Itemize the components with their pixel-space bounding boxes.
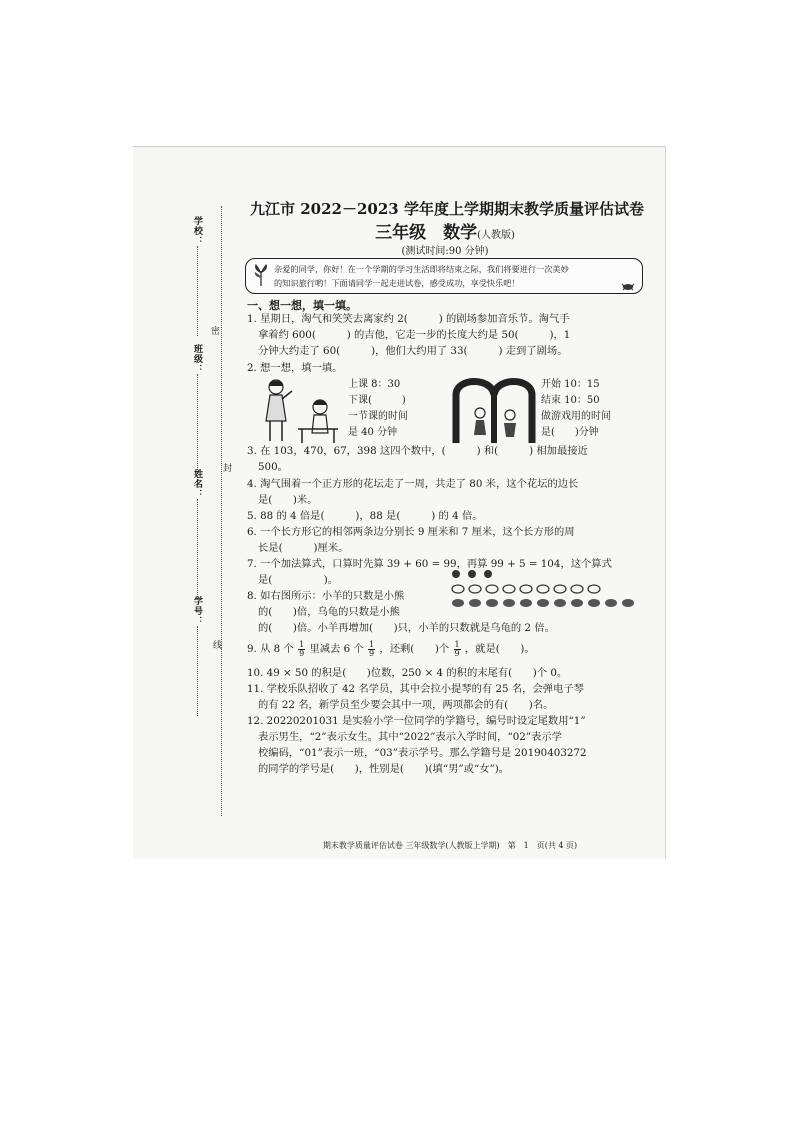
q4-line-1: 4. 淘气围着一个正方形的花坛走了一周，共走了 80 米，这个花坛的边长	[247, 478, 579, 490]
q12-line-1: 12. 20220201031 是实验小学一位同学的学籍号，编号时设定尾数用“1”	[247, 715, 586, 727]
classroom-illustration	[258, 377, 342, 445]
q6-line-2: 长是( )厘米。	[258, 542, 349, 554]
question-8	[247, 588, 555, 636]
section-title: 一、想一想，填一填。	[247, 299, 357, 312]
q7-line-2: 是( )。	[258, 574, 339, 586]
class-duration-value: 是 40 分钟	[348, 427, 398, 438]
class-start: 上课 8：30	[348, 379, 401, 390]
test-time: (测试时间:90 分钟)	[401, 246, 489, 257]
question-1	[247, 311, 570, 359]
q4-line-2: 是( )米。	[258, 494, 318, 506]
seal-xian: 线	[213, 641, 223, 651]
page-footer: 期末教学质量评估试卷 三年级数学(人教版上学期) 第 1 页(共 4 页)	[322, 841, 578, 850]
question-12	[247, 713, 587, 777]
question-5	[247, 508, 483, 524]
question-4	[247, 476, 578, 508]
page-subtitle	[350, 218, 540, 243]
q8-line-1: 8. 如右图所示：小羊的只数是小熊	[247, 590, 405, 602]
class-end: 下课( )	[348, 395, 406, 406]
school-fill-line	[197, 246, 198, 336]
binding-margin	[133, 146, 233, 858]
q9-text-4: ，就是( )。	[464, 643, 535, 655]
question-10	[247, 665, 567, 681]
seal-line	[221, 206, 222, 816]
question-2	[247, 360, 342, 376]
notice-line-1: 亲爱的同学，你好！在一个学期的学习生活即将结束之际，我们将要进行一次美妙	[274, 264, 569, 274]
q7-line-1: 7. 一个加法算式，口算时先算 39 + 60 = 99，再算 99 + 5 = 104，这个算式	[247, 558, 612, 570]
schedule-class	[348, 377, 408, 441]
q3-line-1: 3. 在 103，470，67，398 这四个数中，( ) 和( ) 相加最接近	[247, 445, 588, 457]
schedule-game	[541, 377, 611, 441]
name-fill-line	[197, 499, 198, 599]
game-end: 结束 10：50	[541, 395, 600, 406]
q5-line-1: 5. 88 的 4 倍是( )，88 是( ) 的 4 倍。	[247, 510, 483, 522]
q9-text-3: ，还剩( )个	[379, 643, 450, 655]
class-label: 班级：	[192, 344, 202, 374]
seal-feng: 封	[223, 464, 233, 474]
question-6	[247, 524, 575, 556]
q12-line-3: 校编码，“01”表示一班，“03”表示学号。那么学籍号是 20190403272	[258, 747, 587, 759]
question-9	[247, 638, 535, 660]
class-fill-line	[197, 374, 198, 484]
q11-line-2: 的有 22 名，新学员至少要会其中一项，两项都会的有( )名。	[258, 699, 554, 711]
q10-line-1: 10. 49 × 50 的积是( )位数，250 × 4 的积的末尾有( )个 0。	[247, 667, 568, 679]
q9-text-1: 9. 从 8 个	[247, 643, 294, 655]
arch-illustration	[452, 373, 536, 445]
number-fill-line	[197, 626, 198, 716]
name-label: 姓名：	[192, 469, 202, 499]
q8-line-3: 的( )倍。小羊再增加( )只，小羊的只数就是乌龟的 2 倍。	[258, 622, 555, 634]
fraction-one-ninth: $\frac{1}{9}$	[369, 639, 375, 658]
q2-line-1: 2. 想一想，填一填。	[247, 362, 343, 374]
q1-line-1: 1. 星期日，淘气和笑笑去离家约 2( ) 的剧场参加音乐节。淘气手	[247, 313, 570, 325]
question-11	[247, 681, 584, 713]
q11-line-1: 11. 学校乐队招收了 42 名学员，其中会拉小提琴的有 25 名，会弹电子琴	[247, 683, 584, 695]
seal-mi: 密	[211, 327, 221, 337]
game-duration-value: 是( )分钟	[541, 427, 599, 438]
school-label: 学校：	[192, 216, 202, 246]
notice-box	[245, 258, 643, 294]
notice-text	[274, 262, 636, 290]
class-duration-label: 一节课的时间	[348, 411, 408, 422]
grade-subject: 三年级 数学	[375, 223, 478, 243]
game-duration-label: 做游戏用的时间	[541, 411, 611, 422]
q9-text-2: 里减去 6 个	[309, 643, 364, 655]
q3-line-2: 500。	[258, 461, 288, 473]
q12-line-4: 的同学的学号是( )，性别是( )(填“男”或“女”)。	[258, 763, 510, 775]
q6-line-1: 6. 一个长方形它的相邻两条边分别长 9 厘米和 7 厘米，这个长方形的周	[247, 526, 575, 538]
question-3	[247, 443, 588, 475]
q8-line-2: 的( )倍，乌龟的只数是小熊	[258, 606, 400, 618]
crab-icon	[620, 281, 636, 291]
game-start: 开始 10：15	[541, 379, 600, 390]
fraction-one-ninth: $\frac{1}{9}$	[299, 639, 305, 658]
fraction-one-ninth: $\frac{1}{9}$	[454, 639, 460, 658]
notice-line-2: 的知识旅行哟！下面请同学一起走进试卷，感受成功，享受快乐吧！	[274, 278, 520, 288]
page-title: 九江市 2022－2023 学年度上学期期末教学质量评估试卷	[250, 200, 644, 218]
q1-line-3: 分钟大约走了 60( )，他们大约用了 33( ) 走到了剧场。	[258, 345, 568, 357]
q1-line-2: 拿着约 600( ) 的吉他，它走一步的长度大约是 50( )，1	[258, 329, 571, 341]
plant-icon	[252, 263, 270, 287]
q12-line-2: 表示男生，“2”表示女生。其中“2022”表示入学时间，“02”表示学	[258, 731, 562, 743]
edition: (人教版)	[477, 230, 515, 241]
number-label: 学号：	[192, 596, 202, 626]
